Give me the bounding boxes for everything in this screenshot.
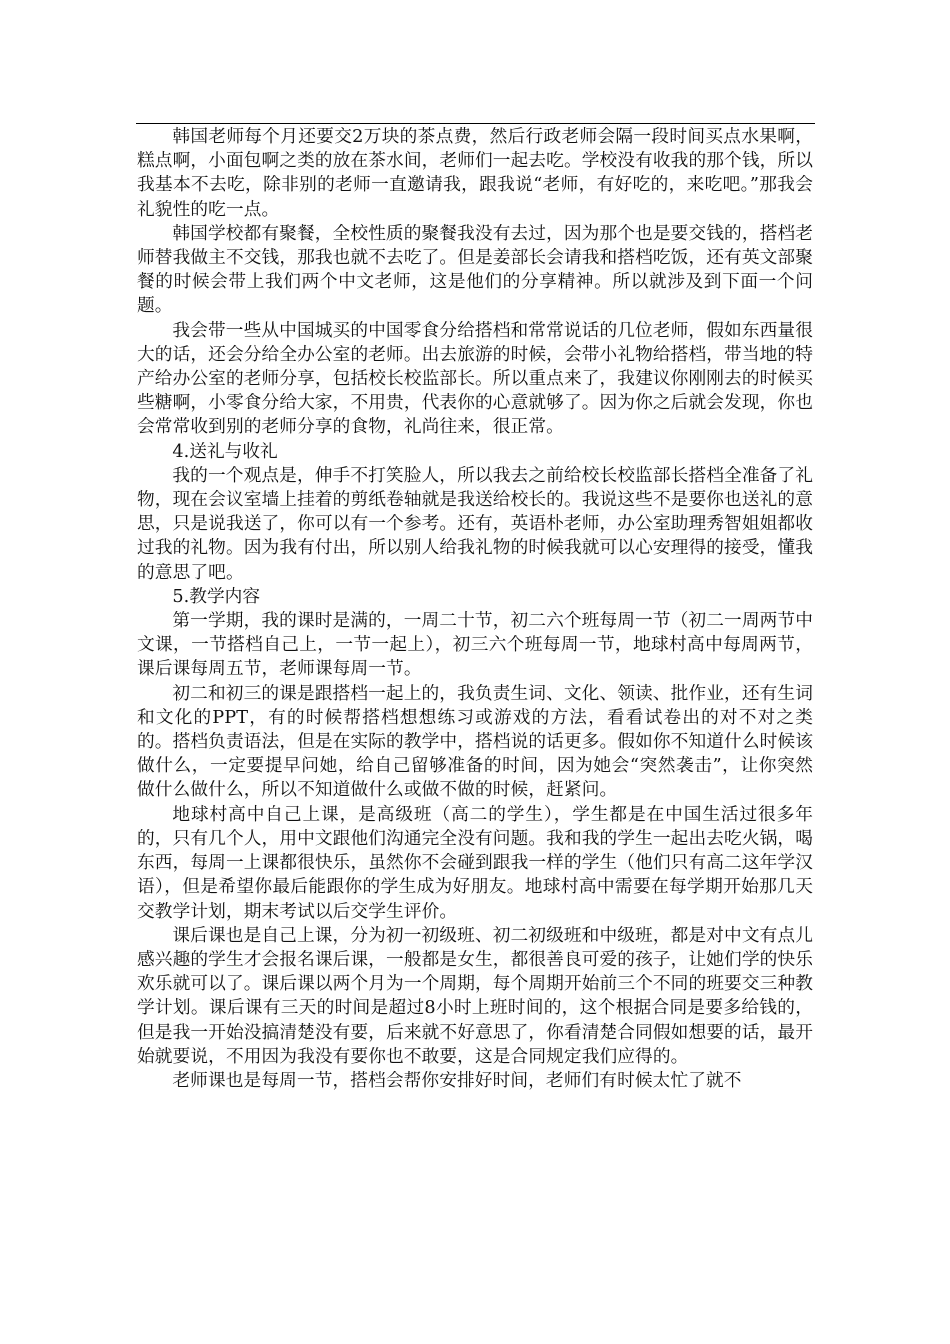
section-heading-gifts: 4.送礼与收礼 bbox=[172, 441, 278, 462]
section-heading-teaching: 5.教学内容 bbox=[172, 586, 261, 607]
paragraph-teacher-class: 老师课也是每周一节，搭档会帮你安排好时间，老师们有时候太忙了就不 bbox=[172, 1070, 742, 1091]
header-rule bbox=[136, 123, 815, 124]
paragraph-tea-fee: 韩国老师每个月还要交2万块的茶点费，然后行政老师会隔一段时间买点水果啊，糕点啊，小面包啊之类的放在茶水间，老师们一起去吃。学校没有收我的那个钱，所以我基本不去吃，除非别的老师一直邀请我，跟我说“老师，有好吃的，来吃吧。”那我会礼貌性的吃一点。 bbox=[137, 127, 813, 220]
paragraph-after-school: 课后课也是自己上课，分为初一初级班、初二初级班和中级班，都是对中文有点儿感兴趣的学生才会报名课后课，一般都是女生，都很善良可爱的孩子，让她们学的快乐欢乐就可以了。课后课以两个月为一个周期，每个周期开始前三个不同的班要交三种教学计划。课后课有三天的时间是超过8小时上班时间的，这个根据合同是要多给钱的，但是我一开始没搞清楚没有要，后来就不好意思了，你看清楚合同假如想要的话，最开始就要说，不用因为我没有要你也不敢要，这是合同规定我们应得的。 bbox=[137, 925, 813, 1067]
paragraph-sharing-snacks: 我会带一些从中国城买的中国零食分给搭档和常常说话的几位老师，假如东西量很大的话，还会分给全办公室的老师。出去旅游的时候，会带小礼物给搭档，带当地的特产给办公室的老师分享，包括校长校监部长。所以重点来了，我建议你刚刚去的时候买些糖啊，小零食分给大家，不用贵，代表你的心意就够了。因为你之后就会发现，你也会常常收到别的老师分享的食物，礼尚往来，很正常。 bbox=[137, 320, 813, 438]
paragraph-co-teaching: 初二和初三的课是跟搭档一起上的，我负责生词、文化、领读、批作业，还有生词和文化的PPT，有的时候帮搭档想想练习或游戏的方法，看看试卷出的对不对之类的。搭档负责语法，但是在实际的教学中，搭档说的话更多。假如你不知道什么时候该做什么，一定要提早问她，给自己留够准备的时间，因为她会“突然袭击”，让你突然做什么做什么，所以不知道做什么或做不做的时候，赶紧问。 bbox=[137, 683, 813, 801]
paragraph-first-semester: 第一学期，我的课时是满的，一周二十节，初二六个班每周一节（初二一周两节中文课，一节搭档自己上，一节一起上），初三六个班每周一节，地球村高中每周两节，课后课每周五节，老师课每周一节。 bbox=[137, 611, 813, 680]
document-body bbox=[137, 125, 813, 1093]
paragraph-gift-giving: 我的一个观点是，伸手不打笑脸人，所以我去之前给校长校监部长搭档全准备了礼物，现在会议室墙上挂着的剪纸卷轴就是我送给校长的。我说这些不是要你也送礼的意思，只是说我送了，你可以有一个参考。还有，英语朴老师，办公室助理秀智姐姐都收过我的礼物。因为我有付出，所以别人给我礼物的时候我就可以心安理得的接受，懂我的意思了吧。 bbox=[137, 465, 813, 583]
paragraph-global-village: 地球村高中自己上课，是高级班（高二的学生），学生都是在中国生活过很多年的，只有几个人，用中文跟他们沟通完全没有问题。我和我的学生一起出去吃火锅，喝东西，每周一上课都很快乐，虽然你不会碰到跟我一样的学生（他们只有高二这年学汉语），但是希望你最后能跟你的学生成为好朋友。地球村高中需要在每学期开始那几天交教学计划，期末考试以后交学生评价。 bbox=[137, 804, 813, 922]
paragraph-school-dinner: 韩国学校都有聚餐，全校性质的聚餐我没有去过，因为那个也是要交钱的，搭档老师替我做主不交钱，那我也就不去吃了。但是姜部长会请我和搭档吃饭，还有英文部聚餐的时候会带上我们两个中文老师，这是他们的分享精神。所以就涉及到下面一个问题。 bbox=[137, 223, 813, 317]
